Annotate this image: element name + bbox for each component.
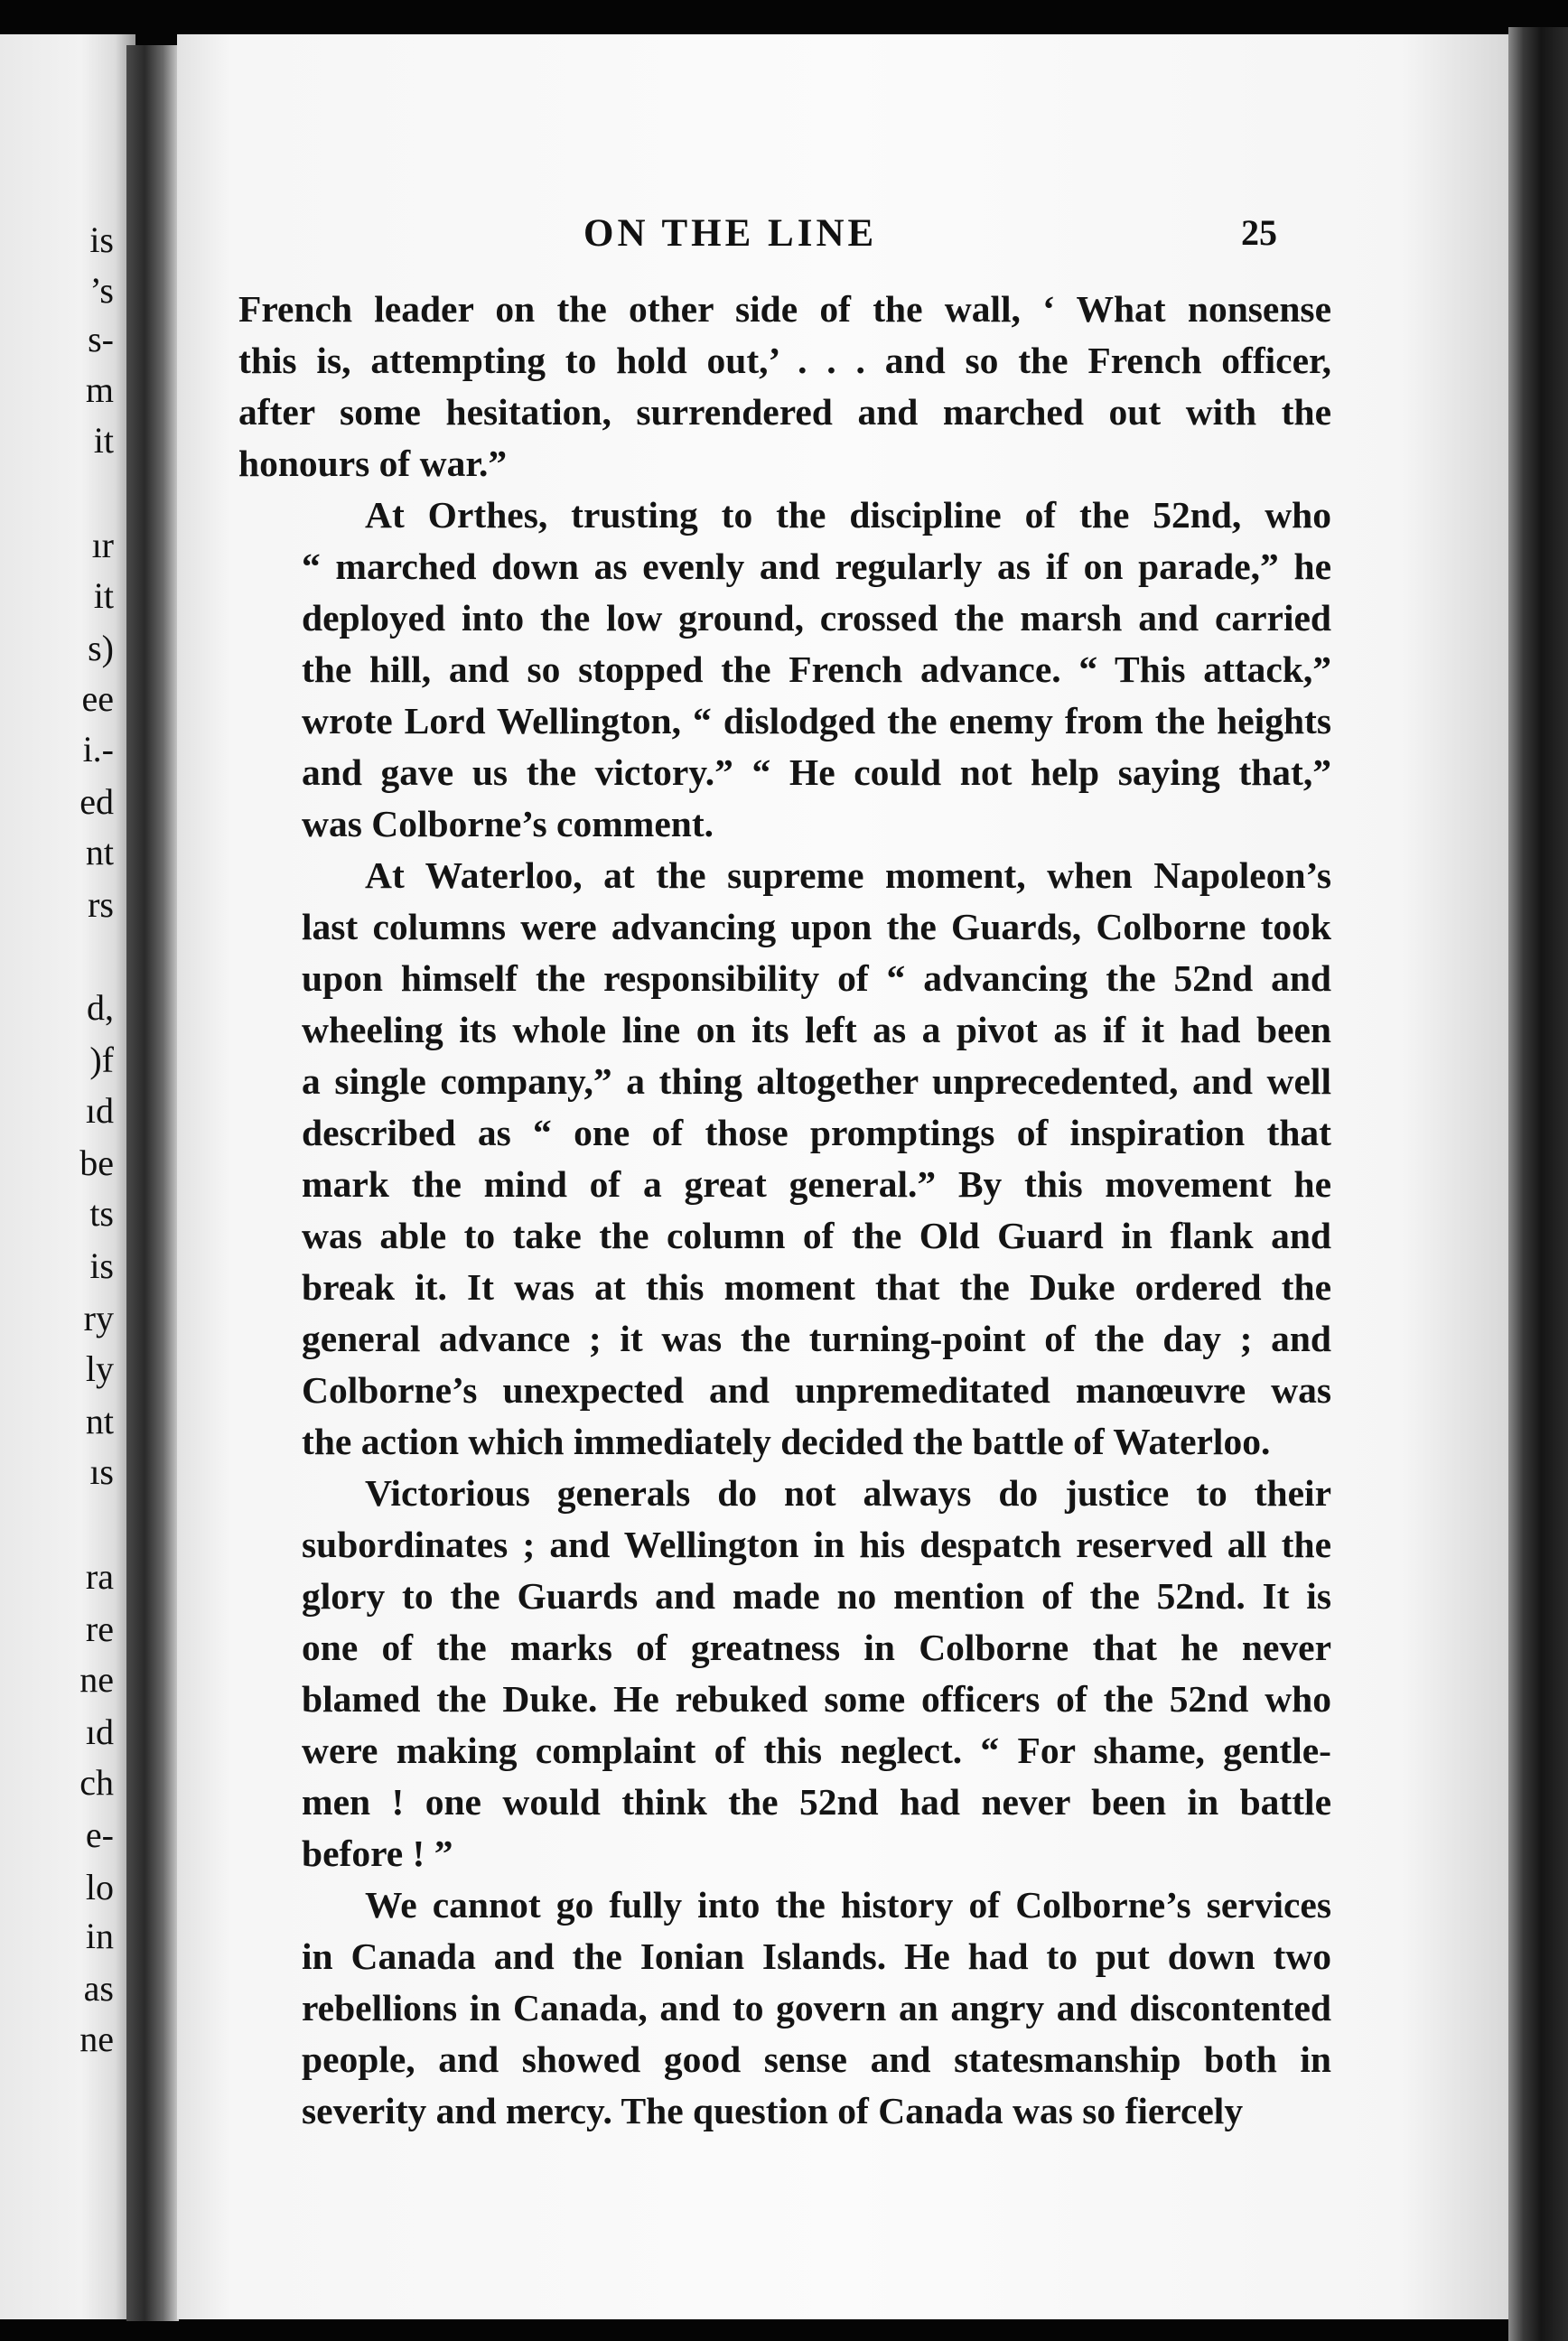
text-line: a single company,” a thing altogether unprecedented, and well (302, 1060, 1331, 1102)
previous-page-fragment: s) (88, 628, 114, 668)
text-line: this is, attempting to hold out,’ . . . and so the French officer, (238, 340, 1331, 381)
previous-page-fragment: lo (85, 1867, 114, 1907)
running-head (177, 211, 1508, 266)
text-line: French leader on the other side of the wall, ‘ What nonsense (238, 288, 1331, 330)
previous-page-fragment: re (85, 1609, 114, 1649)
text-line: men ! one would think the 52nd had never been in battle (302, 1781, 1331, 1823)
previous-page-fragment: ts (89, 1193, 114, 1234)
text-line: At Waterloo, at the supreme moment, when Napoleon’s (365, 854, 1331, 896)
previous-page-fragment: is (89, 1245, 114, 1286)
text-line: Victorious generals do not always do justice to their (365, 1472, 1331, 1514)
previous-page-fragment: nt (85, 832, 114, 872)
text-line: wheeling its whole line on its left as a pivot as if it had been (302, 1009, 1331, 1050)
text-line: upon himself the responsibility of “ advancing the 52nd and (302, 957, 1331, 999)
text-line: At Orthes, trusting to the discipline of the 52nd, who (365, 494, 1331, 536)
previous-page-fragment: ry (83, 1298, 114, 1338)
text-line: severity and mercy. The question of Canada was so fiercely (302, 2090, 1244, 2131)
previous-page-fragment: it (93, 575, 114, 616)
text-line: were making complaint of this neglect. “ For shame, gentle- (302, 1730, 1331, 1771)
text-line: mark the mind of a great general.” By this movement he (302, 1163, 1331, 1205)
text-line: before ! ” (302, 1833, 453, 1874)
previous-page-fragment: ne (79, 2019, 114, 2059)
paragraph (238, 490, 1331, 850)
body-text (238, 284, 1331, 2137)
text-line: the hill, and so stopped the French advance. “ This attack,” (302, 648, 1331, 690)
paragraph (238, 284, 1331, 490)
text-line: rebellions in Canada, and to govern an angry and discontented (302, 1987, 1331, 2029)
text-line: described as “ one of those promptings of inspiration that (302, 1112, 1331, 1153)
book-right-edge (1508, 27, 1568, 2341)
text-line: We cannot go fully into the history of Colborne’s services (365, 1884, 1331, 1926)
paragraph (238, 1879, 1331, 2137)
previous-page-fragment: d, (87, 987, 114, 1028)
text-line: glory to the Guards and made no mention of the 52nd. It is (302, 1575, 1331, 1617)
previous-page-fragment: it (93, 420, 114, 461)
paragraph (238, 1468, 1331, 1879)
text-line: general advance ; it was the turning-point of the day ; and (302, 1318, 1331, 1359)
running-head-title: ON THE LINE (583, 212, 878, 255)
text-line: was Colborne’s comment. (302, 803, 714, 844)
previous-page-fragment: ra (85, 1556, 114, 1597)
text-line: wrote Lord Wellington, “ dislodged the enemy from the heights (302, 700, 1331, 741)
text-line: and gave us the victory.” “ He could not help saying that,” (302, 751, 1331, 793)
previous-page-fragment: i.- (82, 729, 114, 769)
text-line: was able to take the column of the Old Guard in flank and (302, 1215, 1331, 1256)
text-line: honours of war.” (238, 443, 508, 484)
text-line: one of the marks of greatness in Colborne that he never (302, 1627, 1331, 1668)
book-page (177, 34, 1508, 2319)
text-line: in Canada and the Ionian Islands. He had to put down two (302, 1935, 1331, 1977)
previous-page-fragment: be (79, 1143, 114, 1183)
text-line: subordinates ; and Wellington in his despatch reserved all the (302, 1524, 1331, 1565)
text-line: after some hesitation, surrendered and marched out with the (238, 391, 1331, 433)
text-line: last columns were advancing upon the Guards, Colborne took (302, 906, 1331, 947)
previous-page-fragment: ır (91, 525, 114, 565)
previous-page-fragment: is (89, 219, 114, 260)
text-line: break it. It was at this moment that the Duke ordered the (302, 1266, 1331, 1308)
previous-page-fragment: m (85, 369, 114, 410)
previous-page-fragment: in (85, 1916, 114, 1956)
previous-page-fragment: as (83, 1968, 114, 2009)
previous-page-fragment: rs (88, 884, 114, 925)
previous-page-fragment: ch (79, 1762, 114, 1803)
text-line: blamed the Duke. He rebuked some officers of the 52nd who (302, 1678, 1331, 1720)
book-gutter (126, 45, 179, 2321)
previous-page-fragment: ıd (85, 1711, 114, 1752)
page-number: 25 (1241, 212, 1277, 253)
previous-page-fragment: ’s (89, 270, 114, 311)
text-line: “ marched down as evenly and regularly as if on parade,” he (302, 546, 1331, 587)
text-line: people, and showed good sense and statesmanship both in (302, 2038, 1331, 2080)
previous-page-fragment: )f (89, 1040, 114, 1080)
previous-page-fragment: e- (85, 1814, 114, 1855)
previous-page-fragment: s- (88, 319, 114, 359)
previous-page-edge (0, 34, 135, 2319)
previous-page-fragment: ly (85, 1348, 114, 1389)
paragraph (238, 850, 1331, 1468)
text-line: Colborne’s unexpected and unpremeditated manœuvre was (302, 1369, 1331, 1411)
previous-page-fragment: ıd (85, 1090, 114, 1131)
previous-page-fragment: ne (79, 1659, 114, 1700)
text-line: deployed into the low ground, crossed the marsh and carried (302, 597, 1331, 639)
previous-page-fragment: ee (81, 678, 114, 719)
previous-page-fragment: nt (85, 1401, 114, 1441)
text-line: the action which immediately decided the battle of Waterloo. (302, 1421, 1271, 1462)
previous-page-text-fragments (0, 34, 126, 2319)
previous-page-fragment: ed (79, 781, 114, 822)
previous-page-fragment: ıs (89, 1451, 114, 1492)
